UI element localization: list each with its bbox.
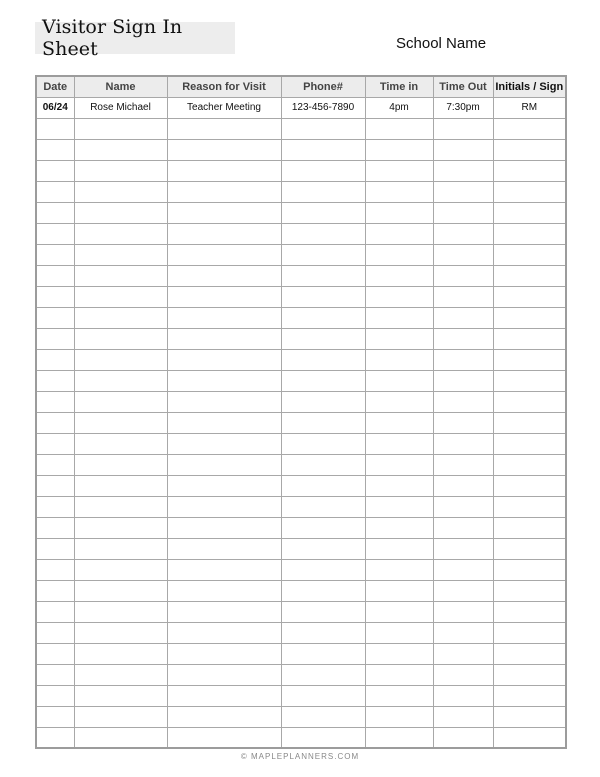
reason-cell[interactable] (167, 433, 281, 454)
date-cell[interactable] (36, 202, 74, 223)
initials-cell[interactable] (493, 202, 566, 223)
phone-cell[interactable] (281, 433, 365, 454)
reason-cell[interactable] (167, 391, 281, 412)
phone-cell[interactable] (281, 475, 365, 496)
name-cell[interactable] (74, 517, 167, 538)
time-out-cell[interactable] (433, 307, 493, 328)
time-out-cell[interactable] (433, 433, 493, 454)
initials-cell[interactable] (493, 622, 566, 643)
initials-cell[interactable] (493, 664, 566, 685)
name-cell[interactable] (74, 643, 167, 664)
initials-cell[interactable] (493, 538, 566, 559)
time-in-cell[interactable] (365, 706, 433, 727)
name-cell[interactable] (74, 181, 167, 202)
time-in-cell[interactable] (365, 601, 433, 622)
date-cell[interactable] (36, 328, 74, 349)
name-cell[interactable] (74, 307, 167, 328)
time-out-cell[interactable] (433, 223, 493, 244)
time-out-cell[interactable] (433, 643, 493, 664)
date-cell[interactable] (36, 517, 74, 538)
reason-cell[interactable] (167, 622, 281, 643)
table-row (36, 454, 566, 475)
phone-cell[interactable] (281, 244, 365, 265)
time-in-cell[interactable] (365, 265, 433, 286)
initials-cell[interactable] (493, 685, 566, 706)
table-body (36, 97, 566, 748)
name-cell[interactable] (74, 706, 167, 727)
column-header-time-out: Time Out (433, 76, 493, 97)
time-out-cell[interactable] (433, 559, 493, 580)
time-in-cell[interactable] (365, 727, 433, 748)
initials-cell[interactable] (493, 517, 566, 538)
header-row (36, 76, 566, 97)
time-in-cell[interactable] (365, 328, 433, 349)
phone-cell[interactable] (281, 307, 365, 328)
phone-cell[interactable] (281, 622, 365, 643)
reason-cell[interactable] (167, 685, 281, 706)
time-in-cell[interactable] (365, 139, 433, 160)
time-in-cell[interactable] (365, 475, 433, 496)
time-in-cell[interactable] (365, 622, 433, 643)
name-cell[interactable] (74, 475, 167, 496)
column-header-initials: Initials / Sign (493, 76, 566, 97)
phone-cell[interactable] (281, 223, 365, 244)
time-in-cell[interactable] (365, 286, 433, 307)
time-in-cell[interactable] (365, 664, 433, 685)
time-in-cell[interactable] (365, 496, 433, 517)
phone-cell[interactable] (281, 727, 365, 748)
column-header-name: Name (74, 76, 167, 97)
name-cell[interactable] (74, 601, 167, 622)
date-cell[interactable] (36, 685, 74, 706)
initials-cell[interactable] (493, 475, 566, 496)
initials-cell[interactable] (493, 160, 566, 181)
table-row (36, 391, 566, 412)
reason-cell[interactable] (167, 307, 281, 328)
date-cell[interactable]: 06/24 (36, 97, 74, 118)
column-header-reason: Reason for Visit (167, 76, 281, 97)
phone-cell[interactable]: 123-456-7890 (281, 97, 365, 118)
initials-cell[interactable] (493, 391, 566, 412)
date-cell[interactable] (36, 223, 74, 244)
time-in-cell[interactable]: 4pm (365, 97, 433, 118)
time-out-cell[interactable] (433, 412, 493, 433)
table-row (36, 664, 566, 685)
column-header-phone: Phone# (281, 76, 365, 97)
footer-credit: © MAPLEPLANNERS.COM (240, 752, 360, 761)
phone-cell[interactable] (281, 643, 365, 664)
reason-cell[interactable] (167, 265, 281, 286)
reason-cell[interactable] (167, 559, 281, 580)
name-cell[interactable] (74, 139, 167, 160)
name-cell[interactable] (74, 496, 167, 517)
date-cell[interactable] (36, 664, 74, 685)
date-cell[interactable] (36, 454, 74, 475)
date-cell[interactable] (36, 433, 74, 454)
reason-cell[interactable] (167, 496, 281, 517)
reason-cell[interactable] (167, 244, 281, 265)
name-cell[interactable] (74, 244, 167, 265)
time-out-cell[interactable] (433, 706, 493, 727)
date-cell[interactable] (36, 286, 74, 307)
table-row (36, 685, 566, 706)
initials-cell[interactable] (493, 223, 566, 244)
table-row (36, 97, 566, 118)
date-cell[interactable] (36, 475, 74, 496)
time-out-cell[interactable] (433, 160, 493, 181)
initials-cell[interactable] (493, 118, 566, 139)
name-cell[interactable] (74, 328, 167, 349)
table-row (36, 643, 566, 664)
phone-cell[interactable] (281, 412, 365, 433)
date-cell[interactable] (36, 307, 74, 328)
time-in-cell[interactable] (365, 391, 433, 412)
date-cell[interactable] (36, 244, 74, 265)
phone-cell[interactable] (281, 601, 365, 622)
initials-cell[interactable] (493, 433, 566, 454)
reason-cell[interactable] (167, 643, 281, 664)
phone-cell[interactable] (281, 538, 365, 559)
name-cell[interactable]: Rose Michael (74, 97, 167, 118)
time-out-cell[interactable] (433, 496, 493, 517)
phone-cell[interactable] (281, 580, 365, 601)
time-out-cell[interactable] (433, 139, 493, 160)
date-cell[interactable] (36, 622, 74, 643)
reason-cell[interactable] (167, 538, 281, 559)
initials-cell[interactable] (493, 328, 566, 349)
time-in-cell[interactable] (365, 538, 433, 559)
school-name: School Name (396, 35, 487, 52)
reason-cell[interactable] (167, 706, 281, 727)
date-cell[interactable] (36, 181, 74, 202)
column-header-time-in: Time in (365, 76, 433, 97)
reason-cell[interactable] (167, 664, 281, 685)
name-cell[interactable] (74, 622, 167, 643)
reason-cell[interactable] (167, 370, 281, 391)
initials-cell[interactable] (493, 181, 566, 202)
date-cell[interactable] (36, 538, 74, 559)
date-cell[interactable] (36, 580, 74, 601)
table-row (36, 622, 566, 643)
date-cell[interactable] (36, 706, 74, 727)
date-cell[interactable] (36, 118, 74, 139)
phone-cell[interactable] (281, 496, 365, 517)
time-out-cell[interactable] (433, 286, 493, 307)
time-in-cell[interactable] (365, 580, 433, 601)
time-out-cell[interactable] (433, 475, 493, 496)
time-out-cell[interactable] (433, 328, 493, 349)
reason-cell[interactable] (167, 181, 281, 202)
reason-cell[interactable] (167, 475, 281, 496)
reason-cell[interactable] (167, 223, 281, 244)
date-cell[interactable] (36, 496, 74, 517)
initials-cell[interactable] (493, 643, 566, 664)
time-out-cell[interactable] (433, 118, 493, 139)
time-out-cell[interactable] (433, 601, 493, 622)
name-cell[interactable] (74, 349, 167, 370)
phone-cell[interactable] (281, 160, 365, 181)
date-cell[interactable] (36, 139, 74, 160)
date-cell[interactable] (36, 559, 74, 580)
phone-cell[interactable] (281, 265, 365, 286)
table-row (36, 307, 566, 328)
time-in-cell[interactable] (365, 517, 433, 538)
time-out-cell[interactable]: 7:30pm (433, 97, 493, 118)
name-cell[interactable] (74, 454, 167, 475)
reason-cell[interactable] (167, 601, 281, 622)
name-cell[interactable] (74, 685, 167, 706)
initials-cell[interactable] (493, 706, 566, 727)
name-cell[interactable] (74, 391, 167, 412)
reason-cell[interactable] (167, 349, 281, 370)
initials-cell[interactable] (493, 412, 566, 433)
table-row (36, 538, 566, 559)
table-row (36, 328, 566, 349)
table-row (36, 496, 566, 517)
initials-cell[interactable] (493, 580, 566, 601)
phone-cell[interactable] (281, 559, 365, 580)
table-row (36, 370, 566, 391)
table-row (36, 286, 566, 307)
time-out-cell[interactable] (433, 454, 493, 475)
table-row (36, 433, 566, 454)
table-row (36, 223, 566, 244)
time-in-cell[interactable] (365, 559, 433, 580)
name-cell[interactable] (74, 118, 167, 139)
column-header-date: Date (36, 76, 74, 97)
date-cell[interactable] (36, 727, 74, 748)
time-in-cell[interactable] (365, 118, 433, 139)
reason-cell[interactable] (167, 727, 281, 748)
name-cell[interactable] (74, 412, 167, 433)
visitor-table (35, 75, 567, 749)
table-row (36, 475, 566, 496)
time-out-cell[interactable] (433, 265, 493, 286)
initials-cell[interactable] (493, 244, 566, 265)
reason-cell[interactable] (167, 202, 281, 223)
name-cell[interactable] (74, 202, 167, 223)
initials-cell[interactable] (493, 454, 566, 475)
phone-cell[interactable] (281, 706, 365, 727)
reason-cell[interactable] (167, 160, 281, 181)
time-out-cell[interactable] (433, 391, 493, 412)
name-cell[interactable] (74, 223, 167, 244)
time-in-cell[interactable] (365, 370, 433, 391)
time-out-cell[interactable] (433, 664, 493, 685)
initials-cell[interactable] (493, 496, 566, 517)
table-row (36, 349, 566, 370)
time-out-cell[interactable] (433, 580, 493, 601)
date-cell[interactable] (36, 370, 74, 391)
time-out-cell[interactable] (433, 181, 493, 202)
table-row (36, 580, 566, 601)
initials-cell[interactable] (493, 370, 566, 391)
time-in-cell[interactable] (365, 160, 433, 181)
name-cell[interactable] (74, 370, 167, 391)
initials-cell[interactable] (493, 601, 566, 622)
reason-cell[interactable] (167, 139, 281, 160)
date-cell[interactable] (36, 391, 74, 412)
table-row (36, 139, 566, 160)
reason-cell[interactable] (167, 118, 281, 139)
time-in-cell[interactable] (365, 643, 433, 664)
name-cell[interactable] (74, 580, 167, 601)
time-in-cell[interactable] (365, 433, 433, 454)
table-row (36, 160, 566, 181)
initials-cell[interactable] (493, 349, 566, 370)
initials-cell[interactable] (493, 559, 566, 580)
date-cell[interactable] (36, 412, 74, 433)
reason-cell[interactable] (167, 412, 281, 433)
initials-cell[interactable] (493, 307, 566, 328)
initials-cell[interactable] (493, 286, 566, 307)
phone-cell[interactable] (281, 454, 365, 475)
time-in-cell[interactable] (365, 244, 433, 265)
time-in-cell[interactable] (365, 349, 433, 370)
table-row (36, 601, 566, 622)
reason-cell[interactable] (167, 580, 281, 601)
time-out-cell[interactable] (433, 370, 493, 391)
table-row (36, 244, 566, 265)
date-cell[interactable] (36, 160, 74, 181)
name-cell[interactable] (74, 559, 167, 580)
phone-cell[interactable] (281, 139, 365, 160)
table-row (36, 517, 566, 538)
table-row (36, 706, 566, 727)
time-out-cell[interactable] (433, 538, 493, 559)
initials-cell[interactable]: RM (493, 97, 566, 118)
time-out-cell[interactable] (433, 685, 493, 706)
phone-cell[interactable] (281, 202, 365, 223)
phone-cell[interactable] (281, 328, 365, 349)
reason-cell[interactable] (167, 454, 281, 475)
time-out-cell[interactable] (433, 244, 493, 265)
phone-cell[interactable] (281, 286, 365, 307)
time-in-cell[interactable] (365, 202, 433, 223)
reason-cell[interactable] (167, 517, 281, 538)
time-in-cell[interactable] (365, 181, 433, 202)
name-cell[interactable] (74, 433, 167, 454)
date-cell[interactable] (36, 643, 74, 664)
time-in-cell[interactable] (365, 685, 433, 706)
table-row (36, 559, 566, 580)
reason-cell[interactable] (167, 286, 281, 307)
date-cell[interactable] (36, 601, 74, 622)
phone-cell[interactable] (281, 517, 365, 538)
name-cell[interactable] (74, 664, 167, 685)
table-row (36, 412, 566, 433)
table-row (36, 265, 566, 286)
initials-cell[interactable] (493, 727, 566, 748)
phone-cell[interactable] (281, 181, 365, 202)
phone-cell[interactable] (281, 118, 365, 139)
name-cell[interactable] (74, 286, 167, 307)
initials-cell[interactable] (493, 265, 566, 286)
time-in-cell[interactable] (365, 412, 433, 433)
page-title: Visitor Sign In Sheet (42, 16, 183, 60)
phone-cell[interactable] (281, 685, 365, 706)
time-in-cell[interactable] (365, 223, 433, 244)
time-out-cell[interactable] (433, 727, 493, 748)
time-in-cell[interactable] (365, 307, 433, 328)
time-out-cell[interactable] (433, 517, 493, 538)
title-box (35, 16, 235, 60)
name-cell[interactable] (74, 727, 167, 748)
time-out-cell[interactable] (433, 349, 493, 370)
reason-cell[interactable] (167, 328, 281, 349)
time-out-cell[interactable] (433, 622, 493, 643)
initials-cell[interactable] (493, 139, 566, 160)
name-cell[interactable] (74, 538, 167, 559)
time-in-cell[interactable] (365, 454, 433, 475)
phone-cell[interactable] (281, 370, 365, 391)
name-cell[interactable] (74, 265, 167, 286)
name-cell[interactable] (74, 160, 167, 181)
table-row (36, 118, 566, 139)
phone-cell[interactable] (281, 664, 365, 685)
table-row (36, 181, 566, 202)
table-row (36, 727, 566, 748)
phone-cell[interactable] (281, 391, 365, 412)
reason-cell[interactable]: Teacher Meeting (167, 97, 281, 118)
table-row (36, 202, 566, 223)
date-cell[interactable] (36, 349, 74, 370)
time-out-cell[interactable] (433, 202, 493, 223)
phone-cell[interactable] (281, 349, 365, 370)
date-cell[interactable] (36, 265, 74, 286)
